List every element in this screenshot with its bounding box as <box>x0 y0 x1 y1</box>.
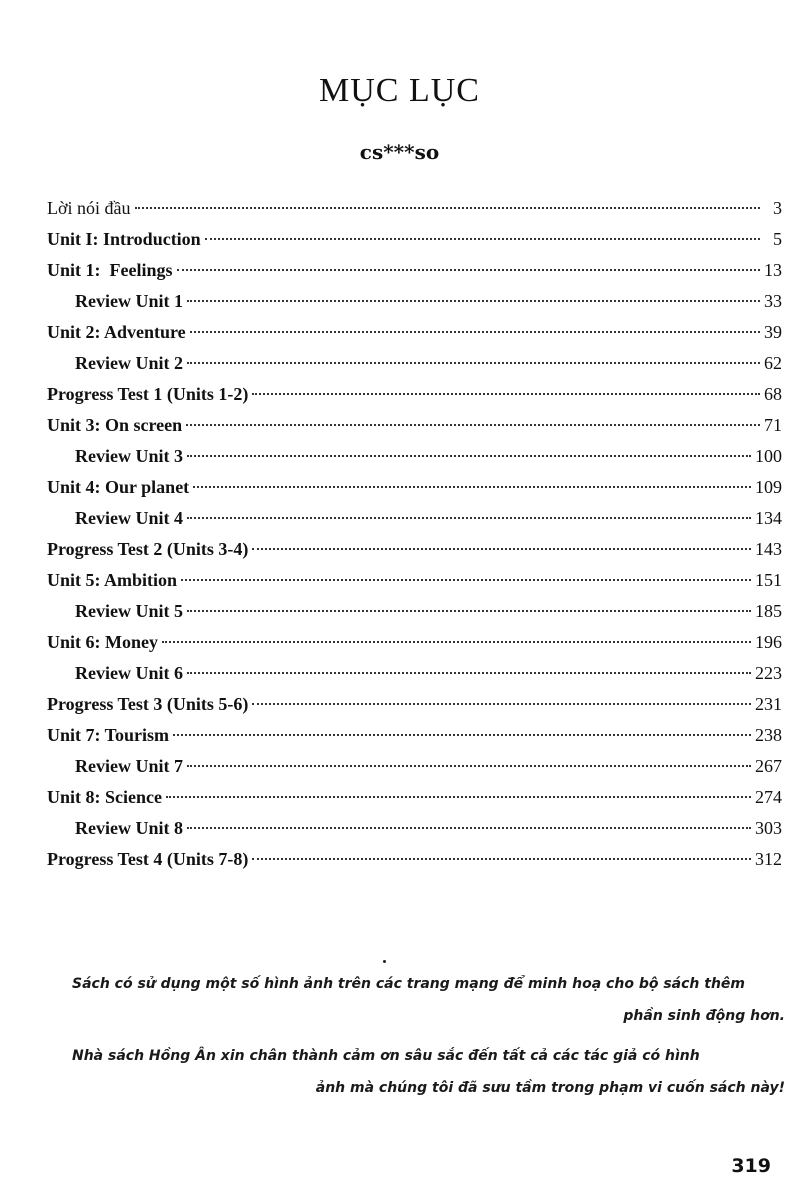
toc-dot-leader <box>205 238 760 240</box>
toc-entry-title: Unit 7: Tourism <box>47 725 170 745</box>
toc-entry-title: Progress Test 4 (Units 7-8) <box>47 849 249 869</box>
toc-entry-page: 3 <box>773 198 782 218</box>
toc-entry-title: Lời nói đầu <box>47 198 131 218</box>
toc-entry-title: Unit 3: On screen <box>47 415 183 435</box>
toc-dot-leader <box>173 734 751 736</box>
page-title: MỤC LỤC <box>319 72 480 109</box>
toc-entry <box>47 472 782 503</box>
title-ornament: cs***so <box>359 140 440 164</box>
toc-entry <box>47 565 782 596</box>
toc-entry-title: Unit 5: Ambition <box>47 570 178 590</box>
toc-entry <box>47 503 782 534</box>
toc-entry-page: 238 <box>755 725 782 745</box>
toc-entry-title: Unit 1: Feelings <box>47 260 173 280</box>
toc-entry-page: 109 <box>755 477 782 497</box>
acknowledgement-notes <box>40 968 785 1104</box>
toc-entry-title: Review Unit 3 <box>75 446 183 466</box>
toc-dot-leader <box>187 765 751 767</box>
toc-dot-leader <box>187 300 760 302</box>
toc-dot-leader <box>187 610 751 612</box>
toc-entry <box>47 379 782 410</box>
toc-entry-page: 196 <box>755 632 782 652</box>
toc-entry <box>47 596 782 627</box>
note-line-1: Sách có sử dụng một số hình ảnh trên các trang mạng để minh hoạ cho bộ sách thêm <box>72 976 745 992</box>
toc-entry-title: Review Unit 6 <box>75 663 183 683</box>
toc-entry <box>47 317 782 348</box>
toc-entry-page: 151 <box>755 570 782 590</box>
toc-entry-page: 33 <box>764 291 782 311</box>
toc-entry <box>47 224 782 255</box>
toc-entry-title: Unit 6: Money <box>47 632 158 652</box>
table-of-contents <box>47 193 782 875</box>
toc-dot-leader <box>190 331 760 333</box>
toc-entry-title: Review Unit 7 <box>75 756 183 776</box>
toc-dot-leader <box>162 641 751 643</box>
toc-dot-leader <box>187 517 751 519</box>
toc-entry <box>47 844 782 875</box>
toc-dot-leader <box>187 362 760 364</box>
toc-entry-page: 71 <box>764 415 782 435</box>
page-number: 319 <box>731 1155 771 1177</box>
toc-entry <box>47 720 782 751</box>
toc-entry <box>47 751 782 782</box>
toc-entry-title: Review Unit 8 <box>75 818 183 838</box>
toc-entry-title: Review Unit 5 <box>75 601 183 621</box>
note-line-3: Nhà sách Hồng Ân xin chân thành cảm ơn sâu sắc đến tất cả các tác giả có hình <box>72 1048 700 1064</box>
toc-entry-title: Review Unit 2 <box>75 353 183 373</box>
note-line-2: phần sinh động hơn. <box>623 1008 785 1024</box>
toc-entry-title: Unit I: Introduction <box>47 229 201 249</box>
toc-dot-leader <box>181 579 751 581</box>
toc-entry-page: 223 <box>755 663 782 683</box>
toc-entry-title: Review Unit 1 <box>75 291 183 311</box>
toc-dot-leader <box>187 455 751 457</box>
toc-dot-leader <box>177 269 761 271</box>
toc-entry-title: Unit 8: Science <box>47 787 162 807</box>
toc-entry <box>47 441 782 472</box>
toc-entry <box>47 627 782 658</box>
toc-entry-title: Unit 4: Our planet <box>47 477 190 497</box>
toc-entry-page: 62 <box>764 353 782 373</box>
toc-entry-title: Review Unit 4 <box>75 508 183 528</box>
toc-entry-page: 231 <box>755 694 782 714</box>
toc-entry-page: 100 <box>755 446 782 466</box>
toc-entry-page: 68 <box>764 384 782 404</box>
toc-entry-page: 13 <box>764 260 782 280</box>
toc-entry <box>47 286 782 317</box>
toc-entry-page: 143 <box>755 539 782 559</box>
toc-dot-leader <box>186 424 760 426</box>
toc-dot-leader <box>187 672 751 674</box>
toc-entry-title: Unit 2: Adventure <box>47 322 186 342</box>
toc-entry-page: 303 <box>755 818 782 838</box>
note-line-4: ảnh mà chúng tôi đã sưu tầm trong phạm vi cuốn sách này! <box>315 1080 785 1096</box>
toc-dot-leader <box>135 207 760 209</box>
toc-entry-page: 274 <box>755 787 782 807</box>
toc-entry <box>47 658 782 689</box>
ink-dot <box>383 960 386 963</box>
toc-dot-leader <box>252 858 751 860</box>
toc-dot-leader <box>252 548 751 550</box>
toc-entry <box>47 410 782 441</box>
toc-dot-leader <box>193 486 751 488</box>
toc-entry-page: 185 <box>755 601 782 621</box>
toc-entry-page: 312 <box>755 849 782 869</box>
toc-entry-page: 134 <box>755 508 782 528</box>
toc-entry <box>47 689 782 720</box>
toc-entry-page: 5 <box>773 229 782 249</box>
toc-dot-leader <box>187 827 751 829</box>
toc-dot-leader <box>252 703 751 705</box>
toc-entry <box>47 193 782 224</box>
toc-dot-leader <box>166 796 751 798</box>
toc-entry-page: 39 <box>764 322 782 342</box>
toc-entry <box>47 255 782 286</box>
toc-dot-leader <box>252 393 760 395</box>
toc-entry-title: Progress Test 1 (Units 1-2) <box>47 384 249 404</box>
toc-entry <box>47 534 782 565</box>
toc-entry-title: Progress Test 3 (Units 5-6) <box>47 694 249 714</box>
toc-entry <box>47 782 782 813</box>
toc-entry <box>47 348 782 379</box>
toc-entry-page: 267 <box>755 756 782 776</box>
toc-entry <box>47 813 782 844</box>
toc-entry-title: Progress Test 2 (Units 3-4) <box>47 539 249 559</box>
